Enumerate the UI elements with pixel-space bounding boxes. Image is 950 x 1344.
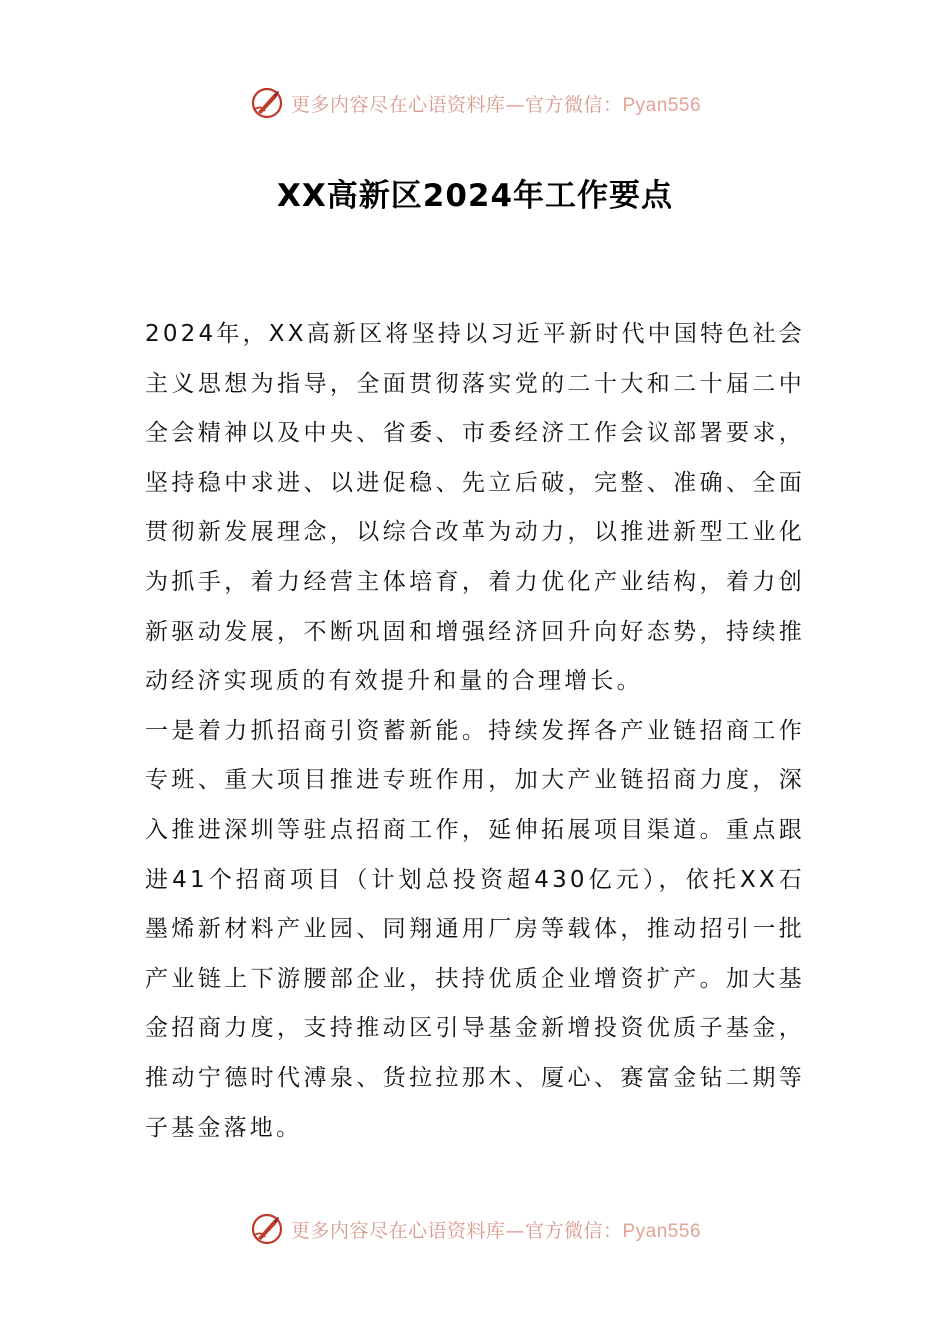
pen-logo-icon (249, 85, 285, 121)
header-watermark (0, 81, 950, 125)
watermark-wechat-id: Pyan556 (622, 1220, 702, 1242)
document-body (145, 310, 805, 1153)
watermark-text (291, 1216, 701, 1243)
watermark-label: 更多内容尽在心语资料库—官方微信： (290, 93, 623, 116)
watermark-wechat-id: Pyan556 (622, 94, 702, 116)
footer-watermark (0, 1207, 950, 1251)
watermark-text (291, 90, 701, 117)
watermark-label: 更多内容尽在心语资料库—官方微信： (290, 1219, 623, 1242)
pen-logo-icon (249, 1211, 285, 1247)
document-title: XX高新区2024年工作要点 (276, 178, 674, 214)
paragraph-investment: 一是着力抓招商引资蓄新能。持续发挥各产业链招商工作专班、重大项目推进专班作用，加大产业链招商力度，深入推进深圳等驻点招商工作，延伸拓展项目渠道。重点跟进41个招商项目（计划总投资超430亿元），依托XX石墨烯新材料产业园、同翔通用厂房等载体，推动招引一批产业链上下游腰部企业，扶持优质企业增资扩产。加大基金招商力度，支持推动区引导基金新增投资优质子基金，推动宁德时代溥泉、货拉拉那木、厦心、赛富金钻二期等子基金落地。 (145, 717, 805, 1141)
paragraph-intro: 2024年，XX高新区将坚持以习近平新时代中国特色社会主义思想为指导，全面贯彻落实党的二十大和二十届二中全会精神以及中央、省委、市委经济工作会议部署要求，坚持稳中求进、以进促稳、先立后破，完整、准确、全面贯彻新发展理念，以综合改革为动力，以推进新型工业化为抓手，着力经营主体培育，着力优化产业结构，着力创新驱动发展，不断巩固和增强经济回升向好态势，持续推动经济实现质的有效提升和量的合理增长。 (145, 321, 805, 695)
